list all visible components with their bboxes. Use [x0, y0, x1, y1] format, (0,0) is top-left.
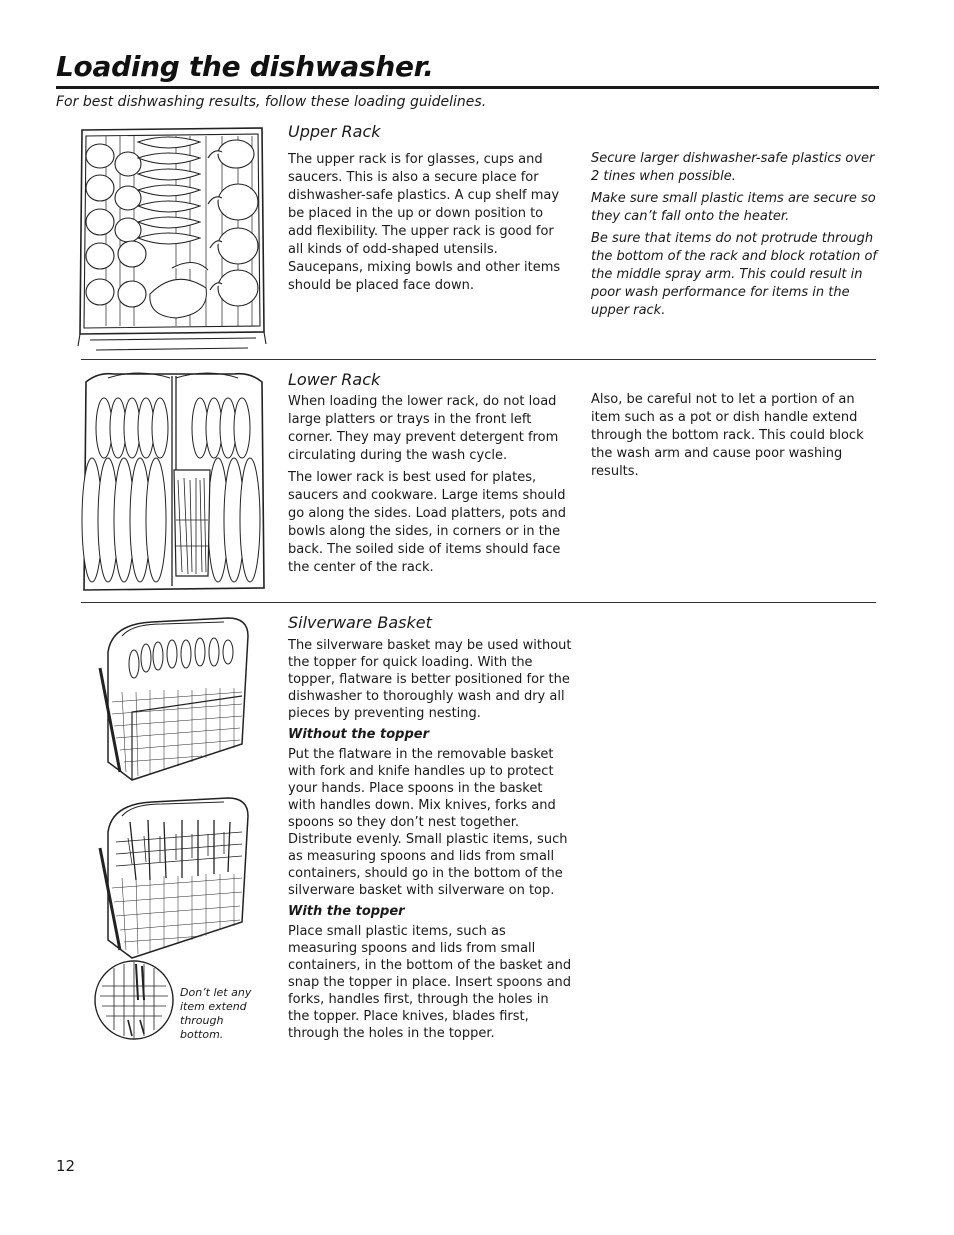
lower-rack-heading: Lower Rack	[288, 370, 381, 389]
page-number: 12	[56, 1157, 76, 1175]
silverware-basket-without-topper-illustration	[92, 612, 252, 782]
page-title: Loading the dishwasher.	[56, 50, 434, 83]
page-intro: For best dishwashing results, follow these loading guidelines.	[56, 94, 487, 110]
basket-bottom-detail-illustration	[92, 960, 176, 1044]
upper-rack-body: The upper rack is for glasses, cups and saucers. This is also a secure place for dishwasher-safe plastics. A cup shelf may be placed in the up or down position to add flexibility. The upper rack is good for all kinds of odd-shaped utensils. Saucepans, mixing bowls and other items should be placed face down.	[288, 152, 561, 293]
lower-rack-illustration	[78, 370, 268, 594]
section-divider-2	[81, 602, 876, 603]
lower-rack-body-1: When loading the lower rack, do not load large platters or trays in the front left corner. They may prevent detergent from circulating during the wash cycle.	[288, 394, 559, 463]
silverware-heading: Silverware Basket	[288, 613, 432, 632]
section-divider-1	[81, 359, 876, 360]
with-topper-body: Place small plastic items, such as measuring spoons and lids from small containers, in the bottom of the basket and snap the topper in place. Insert spoons and forks, handles first, through the holes in the topper. Place knives, blades first, through the holes in the topper.	[288, 924, 572, 1041]
without-topper-heading: Without the topper	[288, 727, 429, 742]
silverware-basket-with-topper-illustration	[92, 792, 252, 960]
silverware-body: The silverware basket may be used without the topper for quick loading. With the topper, flatware is better positioned for the dishwasher to thoroughly wash and dry all pieces by preventing nesting.	[288, 638, 572, 721]
upper-rack-illustration	[76, 118, 268, 354]
lower-rack-body-3: Also, be careful not to let a portion of an item such as a pot or dish handle extend through the bottom rack. This could block the wash arm and cause poor washing results.	[591, 392, 864, 479]
upper-rack-tip-3: Be sure that items do not protrude through the bottom of the rack and block rotation of the middle spray arm. This could result in poor wash performance for items in the upper rack.	[591, 231, 878, 318]
upper-rack-heading: Upper Rack	[288, 122, 381, 141]
basket-bottom-callout: Don’t let any item extend through bottom.	[180, 986, 252, 1041]
without-topper-body: Put the flatware in the removable basket with fork and knife handles up to protect your hands. Place spoons in the basket with handles down. Mix knives, forks and spoons so they don’t nest together. Distribute evenly. Small plastic items, such as measuring spoons and lids from small containers, should go in the bottom of the silverware basket with silverware on top.	[288, 747, 568, 898]
upper-rack-tip-1: Secure larger dishwasher-safe plastics over 2 tines when possible.	[591, 151, 875, 184]
title-rule	[56, 86, 879, 89]
with-topper-heading: With the topper	[288, 904, 405, 919]
upper-rack-tip-2: Make sure small plastic items are secure so they can’t fall onto the heater.	[591, 191, 876, 224]
lower-rack-body-2: The lower rack is best used for plates, saucers and cookware. Large items should go along the sides. Load platters, pots and bowls along the sides, in corners or in the back. The soiled side of items should face the center of the rack.	[288, 470, 567, 575]
